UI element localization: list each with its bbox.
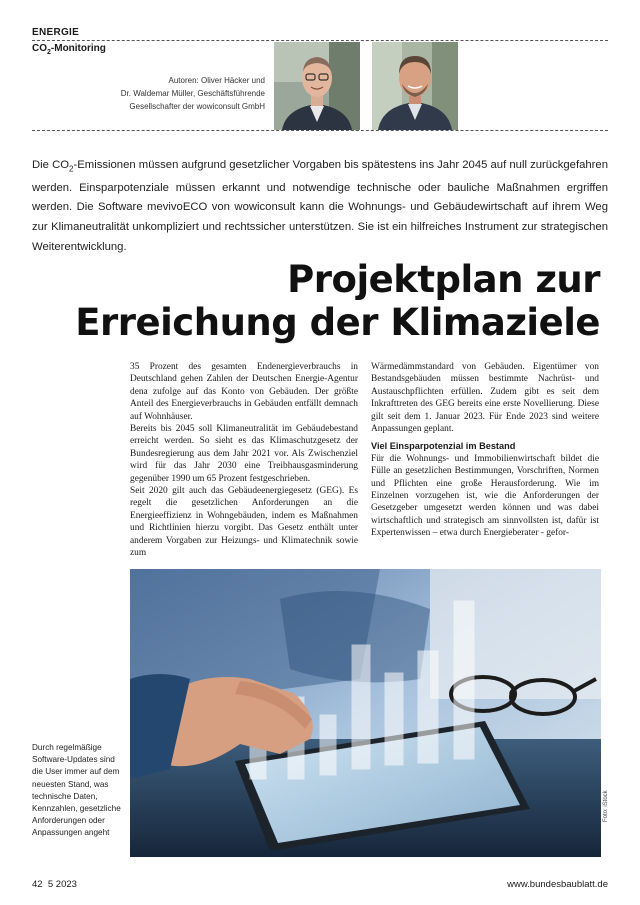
footer-url[interactable]: www.bundesbaublatt.de xyxy=(507,879,608,890)
body-paragraph: Seit 2020 gilt auch das Gebäudeenergiegesetz (GEG). Es regelt die gesetzlichen Anforderungen an die Energieeffizienz in Wohngebäuden, indem es Maßnahmen und Richtlinien hierzu vorgibt. Das Gesetz enthält unter anderem Vorgaben zur Heizungs- und Klimatechnik sowie zum xyxy=(130,486,358,559)
body-column-1 xyxy=(130,361,358,560)
body-paragraph: Wärmedämmstandard von Gebäuden. Eigentümer von Bestandsgebäuden müssen bestimmte Nachrüst- und Austauschpflichten erfüllen. Zudem gibt es seit dem Inkrafttreten des GEG bereits eine erste Novellierung. Diese gilt seit dem 1. Januar 2023. Für Ende 2023 sind weitere Anpassungen geplant. xyxy=(371,362,599,435)
author-line: Autoren: Oliver Häcker und xyxy=(168,76,265,85)
article-photo xyxy=(130,569,601,857)
header-bottom-divider xyxy=(32,130,608,131)
intro-text-rest: -Emissionen müssen aufgrund gesetzlicher Vorgaben bis spätestens ins Jahr 2045 auf null zurückgefahren werden. Einsparpotenziale müssen erkannt und notwendige technische oder bauliche Maßnahmen ergriffen werden. Die Software mevivoECO von wowiconsult kann die Wohnungs- und Gebäudewirtschaft auf ihrem Weg zur Klimaneutralität unkompliziert und rechtssicher unterstützen. Sie ist ein hilfreiches Instrument zur strategischen Weiterentwicklung. xyxy=(32,159,608,253)
author-photo-haecker xyxy=(274,42,360,130)
photo-credit: Foto: iStock xyxy=(603,790,609,822)
header-divider xyxy=(32,40,608,41)
subsection-label xyxy=(32,43,106,56)
issue-number: 5 2023 xyxy=(47,879,77,890)
author-line: Gesellschafter der wowiconsult GmbH xyxy=(129,102,265,111)
author-line: Dr. Waldemar Müller, Geschäftsführende xyxy=(120,89,265,98)
subheading: Viel Einsparpotenzial im Bestand xyxy=(371,441,516,452)
subsection-text: CO xyxy=(32,43,47,54)
body-paragraph: Für die Wohnungs- und Immobilienwirtschaft bildet die Fülle an gesetzlichen Bestimmungen, Vorschriften, Normen und Pflichten eine große Herausforderung. Wie im Einzelnen vorzugehen ist, wie die Anforderungen der Gesetzgeber umgesetzt werden können und was dabei wirtschaftlich und strategisch am sinnvollsten ist, dafür ist Expertenwissen – etwa durch Energieberater - gefor- xyxy=(371,453,599,539)
headline-line-2: Erreichung der Klimaziele xyxy=(75,301,600,344)
tablet-hand-illustration xyxy=(130,569,601,857)
page-number: 42 xyxy=(32,879,43,890)
subsection-subscript: 2 xyxy=(47,49,51,56)
headline-line-1: Projektplan zur xyxy=(287,258,600,301)
body-paragraph: 35 Prozent des gesamten Endenergieverbrauchs in Deutschland gehen Zahlen der Deutschen Energie-Agentur dena zufolge auf das Konto von Gebäuden. Der größte Anteil des Energieverbrauchs in Gebäuden entfällt demnach auf Wohnhäuser. xyxy=(130,362,358,422)
footer-page-info xyxy=(32,879,77,890)
body-paragraph: Bereits bis 2045 soll Klimaneutralität im Gebäudebestand erreicht werden. So sieht es das Klimaschutzgesetz der Bundesregierung aus dem Jahr 2021 vor. Als Zwischenziel wird für das Jahr 2030 eine Treibhausgasminderung gegenüber 1990 um 65 Prozent festgeschrieben. xyxy=(130,424,358,484)
photo-caption: Durch regelmäßige Software-Updates sind die User immer auf dem neuesten Stand, was technische Daten, Kennzahlen, gesetzliche Anforderungen oder Anpassungen angeht xyxy=(32,743,121,838)
article-headline xyxy=(75,258,600,344)
intro-paragraph xyxy=(32,156,608,257)
author-photo-mueller xyxy=(372,42,458,130)
portrait-illustration xyxy=(372,42,458,130)
intro-subscript: 2 xyxy=(69,164,74,174)
subsection-text-end: -Monitoring xyxy=(50,43,106,54)
section-label: ENERGIE xyxy=(32,27,80,38)
body-column-2 xyxy=(371,361,599,540)
author-credit xyxy=(90,74,265,113)
intro-text: Die CO xyxy=(32,159,70,171)
portrait-illustration xyxy=(274,42,360,130)
